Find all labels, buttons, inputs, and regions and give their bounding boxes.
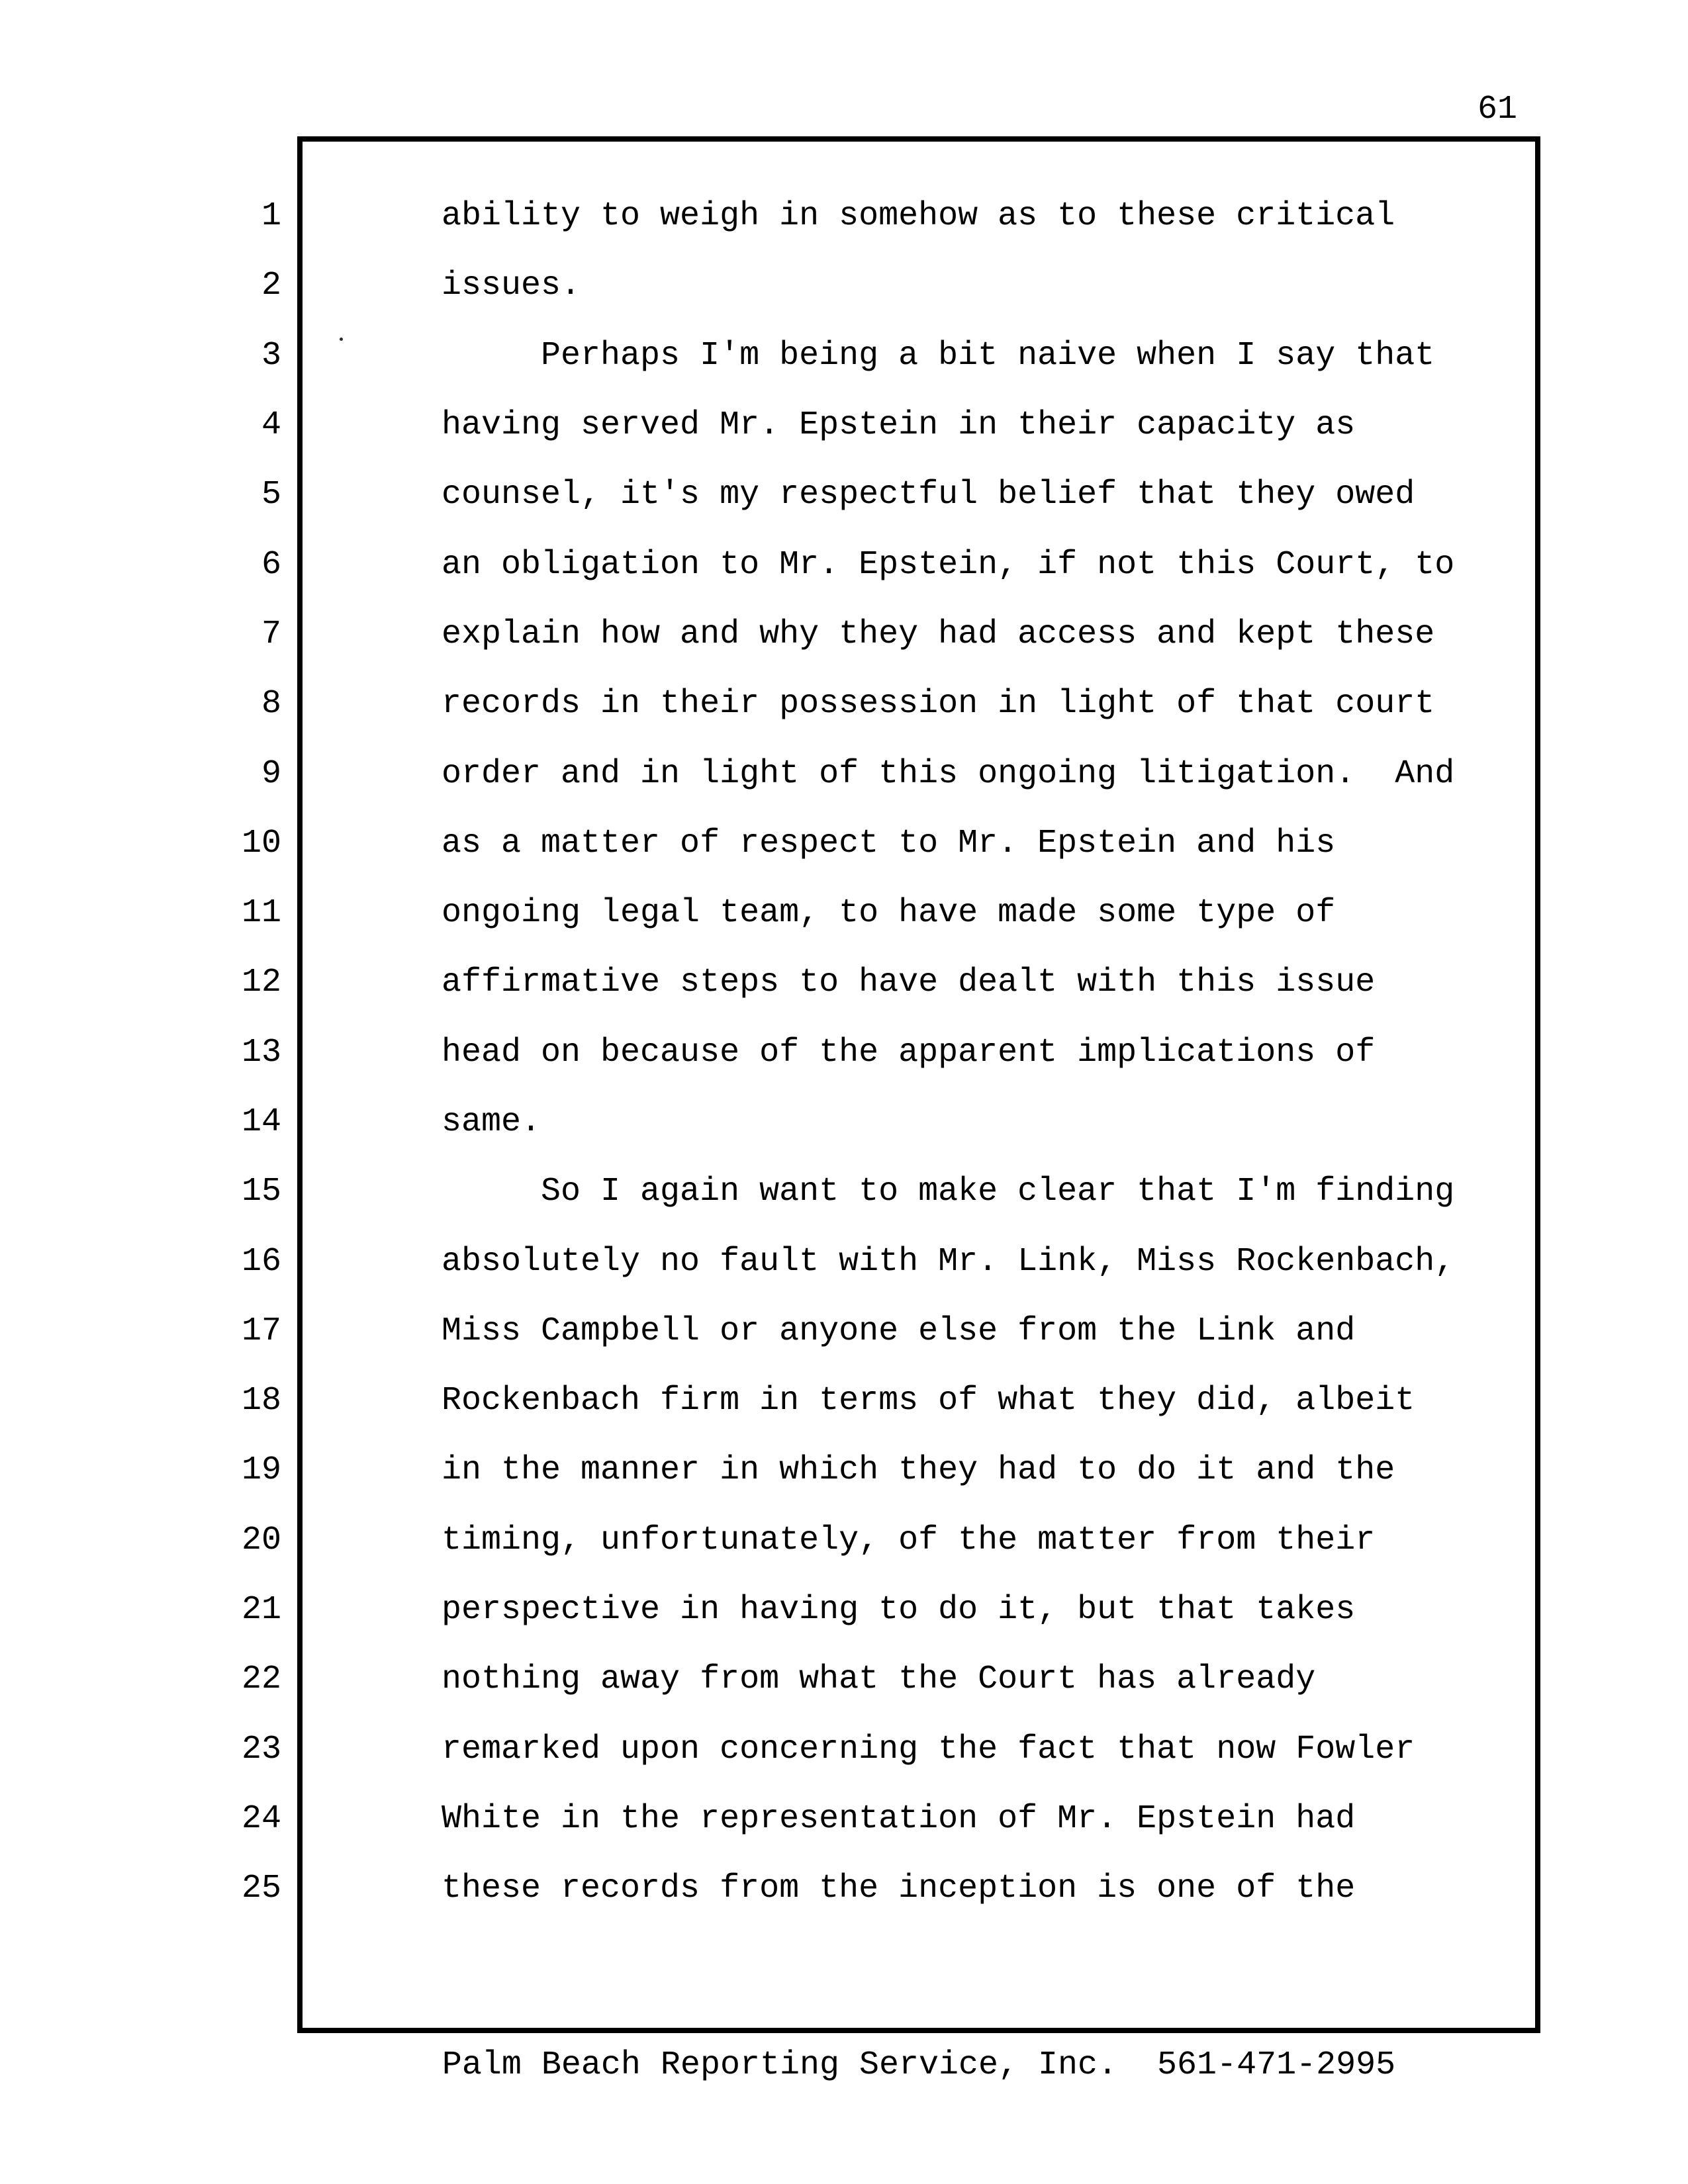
line-number: 16 xyxy=(242,1242,282,1281)
line-text: Perhaps I'm being a bit naive when I say that xyxy=(442,336,1435,375)
line-number: 18 xyxy=(242,1382,282,1420)
transcript-line-row xyxy=(242,1645,1499,1714)
line-number: 19 xyxy=(242,1451,282,1490)
line-text: having served Mr. Epstein in their capacity as xyxy=(442,406,1356,445)
transcript-line-row xyxy=(242,1297,1499,1366)
line-number: 12 xyxy=(242,964,282,1002)
line-number: 5 xyxy=(261,476,281,514)
transcript-line-row xyxy=(242,669,1499,739)
line-text: timing, unfortunately, of the matter from their xyxy=(442,1521,1376,1559)
line-text: absolutely no fault with Mr. Link, Miss Rockenbach, xyxy=(442,1242,1455,1281)
line-number: 22 xyxy=(242,1661,282,1699)
line-text: same. xyxy=(442,1103,541,1141)
transcript-line-row xyxy=(242,878,1499,948)
transcript-line-row xyxy=(242,1575,1499,1645)
line-text: ability to weigh in somehow as to these critical xyxy=(442,197,1395,236)
line-text: these records from the inception is one of the xyxy=(442,1870,1356,1908)
line-number: 2 xyxy=(261,267,281,305)
line-text: remarked upon concerning the fact that now Fowler xyxy=(442,1730,1415,1768)
transcript-line-row xyxy=(242,529,1499,599)
transcript-line-row xyxy=(242,460,1499,529)
line-number: 14 xyxy=(242,1103,282,1141)
line-text: in the manner in which they had to do it and the xyxy=(442,1451,1395,1490)
reporting-service-footer: Palm Beach Reporting Service, Inc. 561-471-2995 xyxy=(442,2046,1396,2084)
line-text: nothing away from what the Court has already xyxy=(442,1661,1316,1699)
transcript-line-row xyxy=(242,251,1499,320)
transcript-line-row xyxy=(242,1366,1499,1435)
line-number: 4 xyxy=(261,406,281,445)
transcript-line-row xyxy=(242,1018,1499,1087)
transcript-line-row xyxy=(242,600,1499,669)
line-text: affirmative steps to have dealt with this issue xyxy=(442,964,1376,1002)
line-number: 25 xyxy=(242,1870,282,1908)
line-text: head on because of the apparent implications of xyxy=(442,1033,1376,1071)
line-text: perspective in having to do it, but that takes xyxy=(442,1591,1356,1629)
line-text: order and in light of this ongoing litigation. And xyxy=(442,754,1455,793)
line-number: 9 xyxy=(261,754,281,793)
page-number: 61 xyxy=(1477,91,1517,128)
line-text: White in the representation of Mr. Epstein had xyxy=(442,1799,1356,1838)
line-number: 8 xyxy=(261,685,281,723)
transcript-line-row xyxy=(242,1506,1499,1575)
transcript-line-row xyxy=(242,739,1499,808)
line-text: Miss Campbell or anyone else from the Link and xyxy=(442,1312,1356,1350)
line-number: 15 xyxy=(242,1173,282,1211)
transcript-line-row xyxy=(242,390,1499,460)
transcript-lines xyxy=(242,181,1499,1923)
transcript-line-row xyxy=(242,1784,1499,1854)
transcript-line-row xyxy=(242,321,1499,390)
line-text: an obligation to Mr. Epstein, if not this Court, to xyxy=(442,545,1455,584)
line-number: 23 xyxy=(242,1730,282,1768)
transcript-line-row xyxy=(242,1854,1499,1923)
line-number: 10 xyxy=(242,824,282,862)
line-text: ongoing legal team, to have made some type of xyxy=(442,894,1336,933)
transcript-line-row xyxy=(242,1087,1499,1157)
transcript-line-row xyxy=(242,181,1499,251)
transcript-line-row xyxy=(242,809,1499,878)
transcript-line-row xyxy=(242,1226,1499,1296)
line-number: 7 xyxy=(261,615,281,653)
transcript-line-row xyxy=(242,948,1499,1017)
transcript-line-row xyxy=(242,1157,1499,1226)
line-number: 17 xyxy=(242,1312,282,1350)
line-text: So I again want to make clear that I'm finding xyxy=(442,1173,1455,1211)
transcript-line-row xyxy=(242,1715,1499,1784)
line-text: Rockenbach firm in terms of what they did, albeit xyxy=(442,1382,1415,1420)
line-number: 1 xyxy=(261,197,281,236)
line-number: 20 xyxy=(242,1521,282,1559)
line-text: as a matter of respect to Mr. Epstein and his xyxy=(442,824,1336,862)
transcript-line-row xyxy=(242,1435,1499,1505)
line-number: 13 xyxy=(242,1033,282,1071)
line-number: 11 xyxy=(242,894,282,933)
line-text: records in their possession in light of that court xyxy=(442,685,1435,723)
line-number: 6 xyxy=(261,545,281,584)
line-text: counsel, it's my respectful belief that they owed xyxy=(442,476,1415,514)
line-number: 21 xyxy=(242,1591,282,1629)
line-number: 24 xyxy=(242,1799,282,1838)
line-text: explain how and why they had access and kept these xyxy=(442,615,1435,653)
line-text: issues. xyxy=(442,267,581,305)
line-number: 3 xyxy=(261,336,281,375)
